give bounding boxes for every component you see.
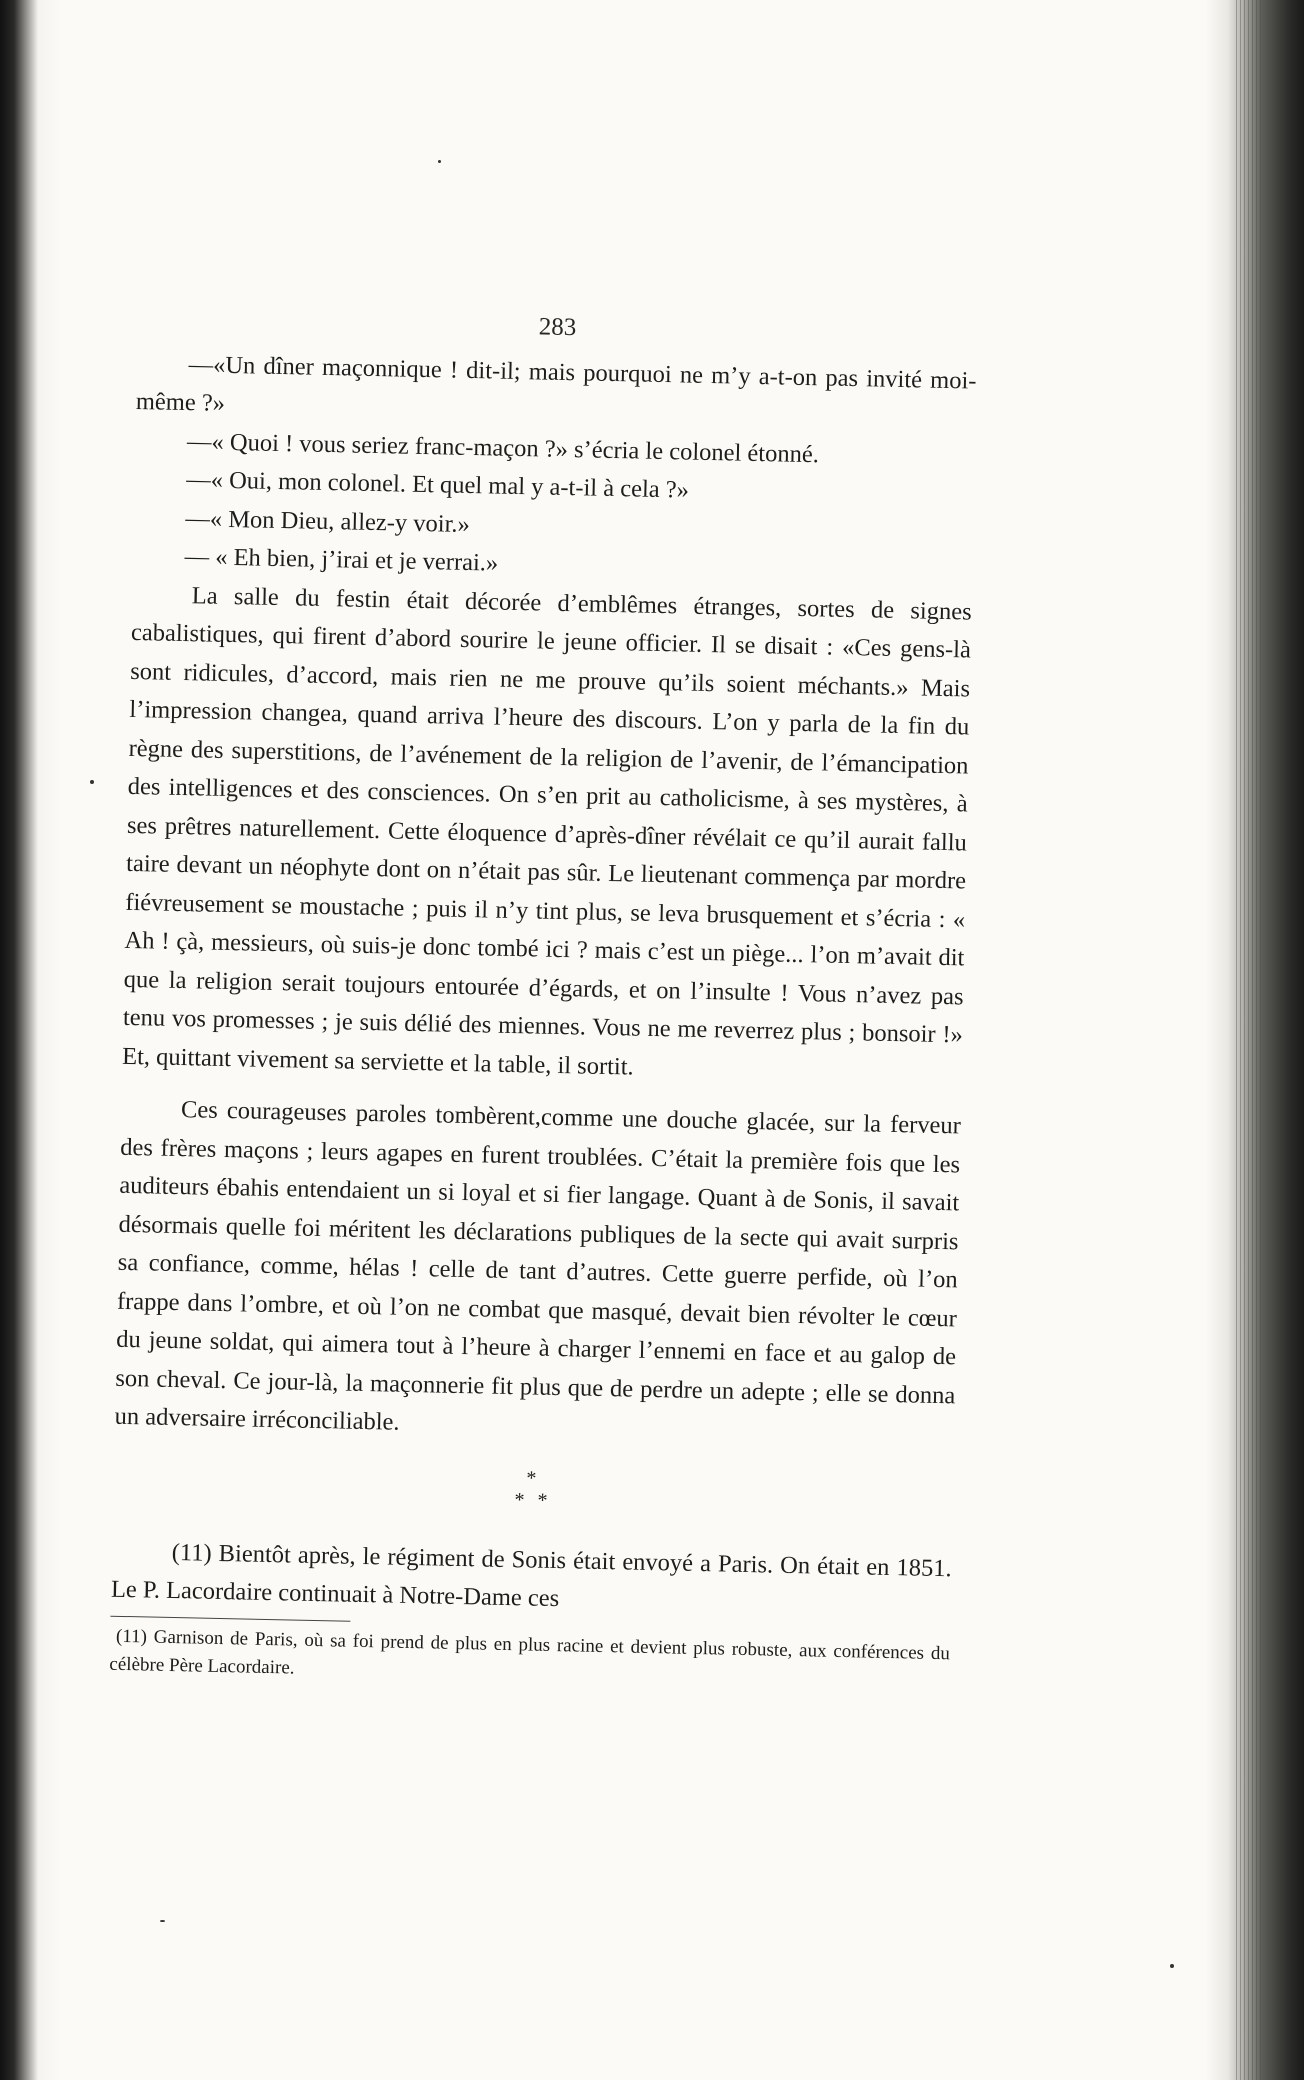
dialogue-line: — « Eh bien, j’irai et je verrai.» xyxy=(184,543,499,577)
divider-top: * xyxy=(526,1466,541,1490)
body-paragraph: Ces courageuses paroles tombèrent,comme une douche glacée, sur la ferveur des frères maçons ; leurs agapes en furent troublées. C’était la première fois que les auditeurs ébahis entendaient un si loyal et si fier langage. Quant à de Sonis, il savait désormais quelle foi méritent les déclarations publiques de la secte qui avait surpris sa confiance, comme, hélas ! celle de tant d’autres. Cette guerre perfide, où l’on frappe dans l’ombre, et où l’on ne combat que masqué, devait bien révolter le cœur du jeune soldat, qui aimera tout à l’heure à charger l’ennemi en face et au galop de son cheval. Ce jour-là, la maçonnerie fit plus que de perdre un adepte ; elle se donna un adversaire irréconciliable. xyxy=(114,1096,962,1436)
dialogue-line: —« Quoi ! vous seriez franc-maçon ?» s’écria le colonel étonné. xyxy=(186,427,820,468)
dialogue-line: —« Mon Dieu, allez-y voir.» xyxy=(185,504,471,538)
divider-bottom: * * xyxy=(514,1488,552,1512)
page-body xyxy=(109,300,978,1696)
dialogue-line: —«Un dîner maçonnique ! dit-il; mais pourquoi ne m’y a-t-on pas invité moi-même ?» xyxy=(135,350,977,417)
footnote: (11) Garnison de Paris, où sa foi prend de plus en plus racine et devient plus robuste, aux conférences du célèbre Père Lacordaire. xyxy=(109,1625,951,1679)
section-divider xyxy=(113,1458,954,1520)
page-edge xyxy=(1236,0,1264,2080)
ink-speck xyxy=(438,160,441,163)
ink-speck xyxy=(160,1920,165,1922)
body-paragraph: La salle du festin était décorée d’emblêmes étranges, sortes de signes cabalistiques, qui firent d’abord sourire le jeune officier. Il se disait : «Ces gens-là sont ridicules, d’accord, mais rien ne me prouve qu’ils soient méchants.» Mais l’impression changea, quand arriva l’heure des discours. L’on y parla de la fin du règne des superstitions, de l’avénement de la religion de l’avenir, de l’émancipation des intelligences et des consciences. On s’en prit au catholicisme, à ses mystères, à ses prêtres naturellement. Cette éloquence d’après-dîner révélait ce qu’il aurait fallu taire devant un néophyte dont on n’était pas sûr. Le lieutenant commença par mordre fiévreusement se moustache ; puis il n’y tint plus, se leva brusquement et s’écria : « Ah ! çà, messieurs, où suis-je donc tombé ici ? mais c’est un piège... l’on m’avait dit que la religion serait toujours entourée d’égards, et on l’insulte ! Vous n’avez pas tenu vos promesses ; je suis délié des miennes. Vous ne me reverrez plus ; bonsoir !» Et, quittant vivement sa serviette et la table, il sortit. xyxy=(121,581,972,1081)
final-paragraph: (11) Bientôt après, le régiment de Sonis était envoyé a Paris. On était en 1851. Le P. Lacordaire continuait à Notre-Dame ces xyxy=(110,1538,952,1613)
ink-speck xyxy=(1170,1964,1174,1968)
ink-speck xyxy=(90,780,94,784)
page-number: 283 xyxy=(538,313,577,342)
dialogue-line: —« Oui, mon colonel. Et quel mal y a-t-il à cela ?» xyxy=(185,466,690,504)
footnote-rule xyxy=(110,1615,350,1621)
